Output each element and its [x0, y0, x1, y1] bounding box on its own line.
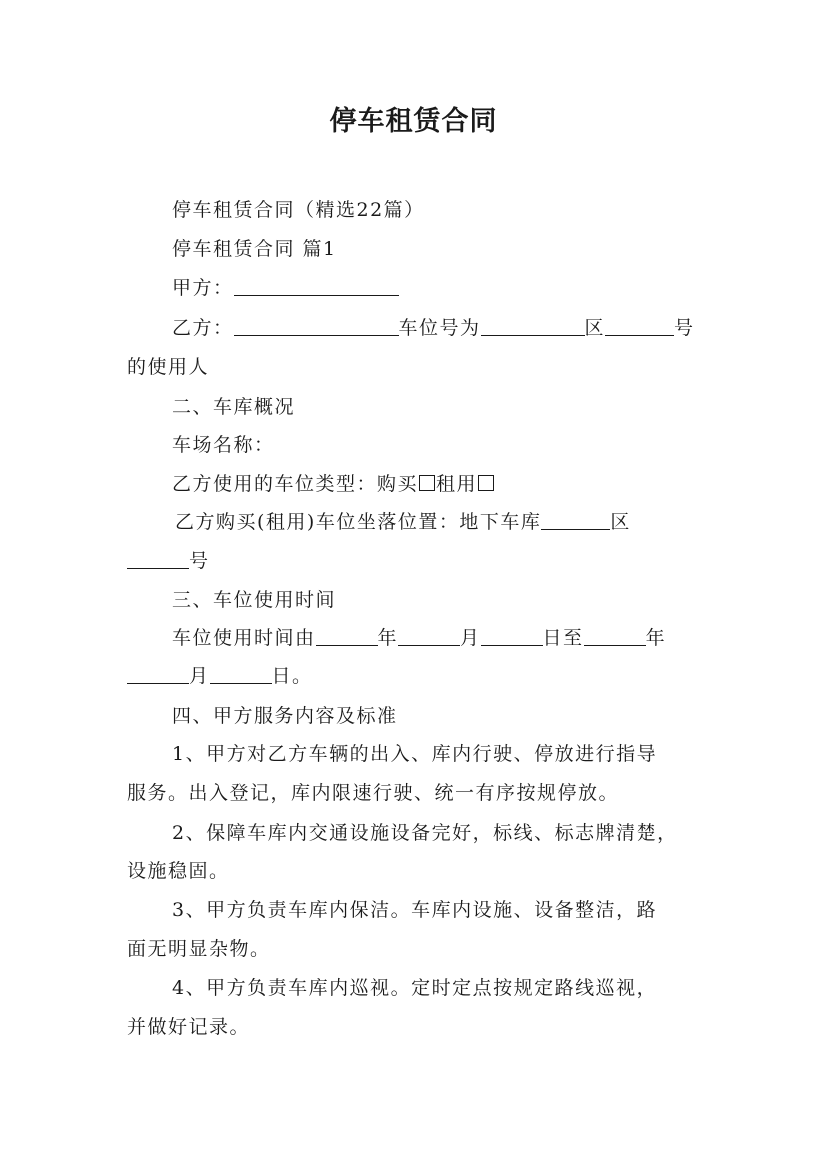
party-a-label: 甲方：	[172, 277, 234, 299]
service-heading: 四、甲方服务内容及标准	[172, 705, 398, 727]
end-year-blank	[584, 623, 646, 646]
item2-line1: 2、保障车库内交通设施设备完好，标线、标志牌清楚，	[172, 822, 678, 844]
day-to-label: 日至	[542, 627, 584, 649]
usage-time-from: 车位使用时间由	[172, 627, 316, 649]
document-title: 停车租赁合同	[329, 106, 498, 137]
purchase-checkbox	[419, 475, 435, 491]
end-day-blank	[210, 661, 272, 684]
location-number: 号	[189, 550, 210, 572]
usage-time-end-line	[127, 658, 313, 694]
item2-line2: 设施稳固。	[127, 860, 230, 882]
year2-label: 年	[645, 627, 667, 649]
spot-number-blank	[481, 313, 585, 336]
start-day-blank	[481, 623, 543, 646]
item1-line2: 服务。出入登记，库内限速行驶、统一有序按规停放。	[127, 782, 620, 804]
start-year-blank	[316, 623, 378, 646]
day-end-label: 日。	[271, 665, 313, 687]
district-blank	[605, 313, 674, 336]
district-text: 区	[584, 317, 606, 339]
party-b-line	[172, 310, 695, 346]
lot-name-line: 车场名称：	[172, 434, 275, 456]
item3-line1: 3、甲方负责车库内保洁。车库内设施、设备整洁，路	[172, 899, 658, 921]
start-month-blank	[398, 623, 460, 646]
spot-type-label: 乙方使用的车位类型：购买	[172, 473, 419, 495]
usage-time-heading: 三、车位使用时间	[172, 589, 337, 611]
month2-label: 月	[189, 665, 210, 687]
party-a-blank	[234, 273, 399, 296]
usage-time-line	[172, 620, 666, 656]
year-label: 年	[377, 627, 399, 649]
location-district: 区	[610, 511, 631, 533]
location-number-line	[127, 543, 210, 579]
document-subtitle: 停车租赁合同（精选22篇）	[172, 199, 425, 221]
month-label: 月	[460, 627, 481, 649]
user-text: 的使用人	[127, 356, 210, 378]
section-heading: 停车租赁合同 篇1	[172, 238, 337, 260]
item1-line1: 1、甲方对乙方车辆的出入、库内行驶、停放进行指导	[172, 743, 658, 765]
party-b-label: 乙方：	[172, 317, 234, 339]
end-month-blank	[127, 661, 189, 684]
party-b-blank	[234, 313, 399, 336]
location-garage-blank	[541, 507, 610, 530]
party-a-line	[172, 270, 399, 306]
location-line	[175, 504, 631, 540]
item3-line2: 面无明显杂物。	[127, 938, 271, 960]
location-number-blank	[127, 546, 189, 569]
spot-type-line	[172, 466, 495, 502]
item4-line2: 并做好记录。	[127, 1016, 251, 1038]
number-text: 号	[674, 317, 695, 339]
garage-overview-heading: 二、车库概况	[172, 396, 296, 418]
location-label: 乙方购买(租用)车位坐落位置：地下车库	[175, 511, 542, 533]
spot-number-text: 车位号为	[398, 317, 481, 339]
rent-checkbox	[478, 475, 494, 491]
item4-line1: 4、甲方负责车库内巡视。定时定点按规定路线巡视，	[172, 977, 658, 999]
spot-type-rent: 租用	[436, 473, 478, 495]
